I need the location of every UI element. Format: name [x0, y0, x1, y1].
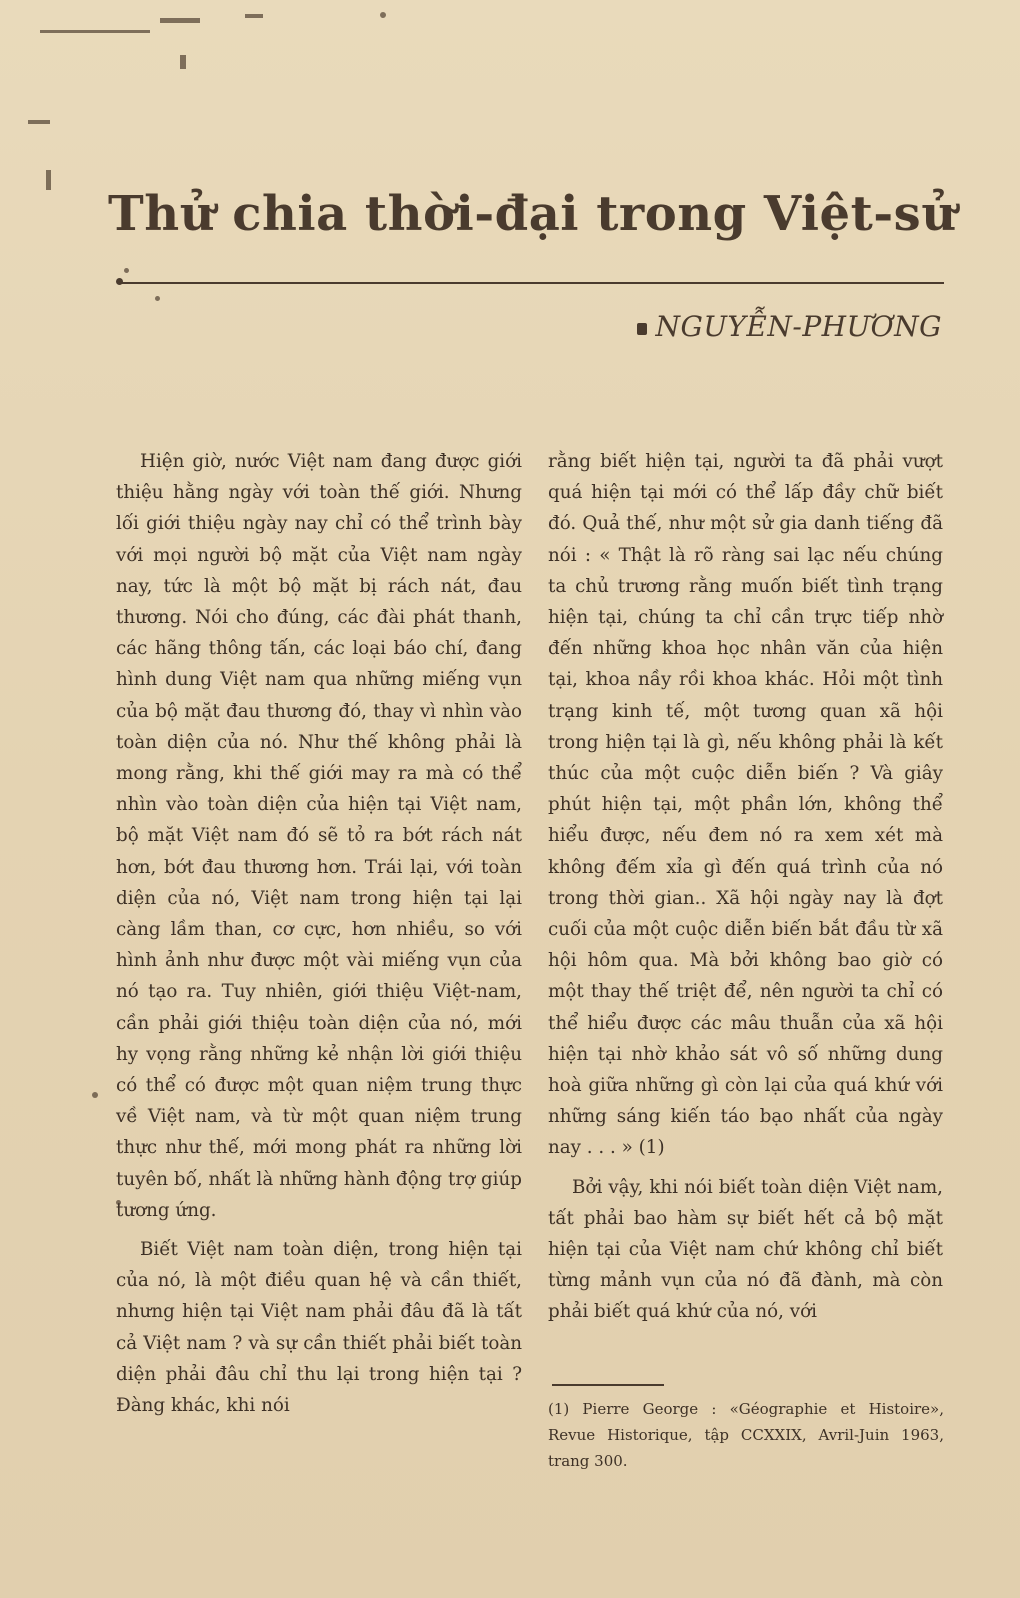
article-title: Thử chia thời-đại trong Việt-sử	[108, 186, 957, 242]
scan-mark	[46, 170, 51, 190]
scan-mark	[245, 14, 263, 18]
scan-mark	[92, 1092, 98, 1098]
scan-mark	[124, 268, 129, 273]
footnote-rule	[552, 1384, 664, 1386]
author-bullet-icon	[637, 323, 647, 335]
scan-mark	[40, 30, 150, 33]
paragraph: rằng biết hiện tại, người ta đã phải vượt quá hiện tại mới có thể lấp đầy chữ biết đó. Quả thế, như một sử gia danh tiếng đã nói : « Thật là rõ ràng sai lạc nếu chúng ta chủ trương rằng muốn biết tình trạng hiện tại, chúng ta chỉ cần trực tiếp nhờ đến những khoa học nhân văn của hiện tại, khoa nầy rồi khoa khác. Hỏi một tình trạng kinh tế, một tương quan xã hội trong hiện tại là gì, nếu không phải là kết thúc của một cuộc diễn biến ? Và giây phút hiện tại, một phần lớn, không thể hiểu được, nếu đem nó ra xem xét mà không đếm xỉa gì đến quá trình của nó trong thời gian.. Xã hội ngày nay là đợt cuối của một cuộc diễn biến bắt đầu từ xã hội hôm qua. Mà bởi không bao giờ có một thay thế triệt để, nên người ta chỉ có thể hiểu được các mâu thuẫn của xã hội hiện tại nhờ khảo sát vô số những dung hoà giữa những gì còn lại của quá khứ với những sáng kiến táo bạo nhất của ngày nay . . . » (1)	[548, 451, 943, 1159]
paragraph: Bởi vậy, khi nói biết toàn diện Việt nam, tất phải bao hàm sự biết hết cả bộ mặt hiện tại của Việt nam chứ không chỉ biết từng mảnh vụn của nó đã đành, mà còn phải biết quá khứ của nó, với	[548, 1176, 943, 1323]
scan-mark	[28, 120, 50, 124]
author-name: NGUYỄN-PHƯƠNG	[655, 310, 942, 343]
author-byline	[637, 310, 942, 343]
paragraph: Biết Việt nam toàn diện, trong hiện tại của nó, là một điều quan hệ và cần thiết, nhưng hiện tại Việt nam phải đâu đã là tất cả Việt nam ? và sự cần thiết phải biết toàn diện phải đâu chỉ thu lại trong hiện tại ? Đàng khác, khi nói	[116, 1239, 522, 1417]
scan-mark	[155, 296, 160, 301]
scan-mark	[180, 55, 186, 69]
footnote: (1) Pierre George : «Géographie et Histoire», Revue Historique, tập CCXXIX, Avril-Juin 1963, trang 300.	[548, 1400, 944, 1470]
left-column	[116, 446, 522, 1421]
paragraph: Hiện giờ, nước Việt nam đang được giới thiệu hằng ngày với toàn thế giới. Nhưng lối giới thiệu ngày nay chỉ có thể trình bày với mọi người bộ mặt của Việt nam ngày nay, tức là một bộ mặt bị rách nát, đau thương. Nói cho đúng, các đài phát thanh, các hãng thông tấn, các loại báo chí, đang hình dung Việt nam qua những miếng vụn của bộ mặt đau thương đó, thay vì nhìn vào toàn diện của nó. Như thế không phải là mong rằng, khi thế giới may ra mà có thể nhìn vào toàn diện của hiện tại Việt nam, bộ mặt Việt nam đó sẽ tỏ ra bớt rách nát hơn, bớt đau thương hơn. Trái lại, với toàn diện của nó, Việt nam trong hiện tại lại càng lầm than, cơ cực, hơn nhiều, so với hình ảnh như được một vài miếng vụn của nó tạo ra. Tuy nhiên, giới thiệu Việt-nam, cần phải giới thiệu toàn diện của nó, mới hy vọng rằng những kẻ nhận lời giới thiệu có thể có được một quan niệm trung thực về Việt nam, và từ một quan niệm trung thực như thế, mới mong phát ra những lời tuyên bố, nhất là những hành động trợ giúp tương ứng.	[116, 451, 522, 1221]
right-column	[548, 446, 943, 1328]
scan-mark	[160, 18, 200, 23]
scan-mark	[380, 12, 386, 18]
title-rule	[118, 282, 944, 284]
